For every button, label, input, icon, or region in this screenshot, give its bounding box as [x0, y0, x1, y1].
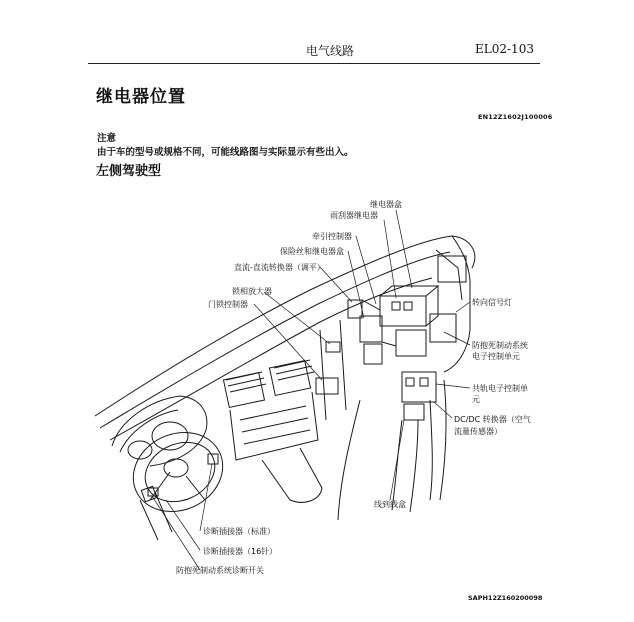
callout-door-lock-controller: 门锁控制器 — [208, 300, 248, 309]
callout-abs-ecu-line2: 电子控制单元 — [472, 352, 520, 361]
callout-dcdc-maf-line2: 流量传感器） — [454, 427, 502, 436]
ecu-box-shape — [402, 372, 436, 402]
callout-fuse-relay-box: 保险丝和继电器盒 — [280, 247, 344, 256]
callout-abs-diag-switch: 防抱死制动系统诊断开关 — [176, 566, 264, 575]
header-section-title: 电气线路 — [306, 44, 355, 58]
callout-common-rail-ecu-line1: 共轨电子控制单 — [472, 384, 528, 393]
note-heading: 注意 — [97, 133, 117, 144]
document-code: EN12Z1602J100006 — [478, 113, 553, 121]
callout-phase-amplifier: 锁相放大器 — [232, 287, 272, 296]
figure-code: SAPH12Z160200098 — [468, 594, 543, 602]
steering-wheel — [120, 418, 235, 526]
callout-abs-ecu-line1: 防抱死制动系统 — [472, 341, 528, 350]
header-page-code: EL02-103 — [475, 42, 534, 56]
callout-turn-signal-lamp: 转向信号灯 — [472, 298, 512, 307]
callout-common-rail-ecu-line2: 元 — [472, 395, 480, 404]
note-text: 由于车的型号或规格不同，可能线路图与实际显示有些出入。 — [97, 147, 354, 158]
relay-box-shape — [380, 296, 426, 326]
callout-relay-box: 继电器盒 — [370, 200, 402, 209]
callout-traction-controller: 牵引控制器 — [312, 232, 352, 241]
dash-top-edge — [100, 252, 450, 428]
callout-wiper-relay: 雨刮器继电器 — [330, 211, 378, 220]
callout-diag-connector-standard: 诊断插接器（标准） — [203, 527, 275, 536]
callout-dcdc-maf-line1: DC/DC 转换器（空气 — [454, 415, 531, 424]
callout-junction-box: 线到线盒 — [374, 500, 406, 509]
callout-diag-connector-16pin: 诊断插接器（16针） — [203, 547, 278, 556]
section-subtitle: 左侧驾驶型 — [96, 164, 162, 179]
callout-dcdc-converter-dimmer: 直流-直流转换器（调平） — [234, 263, 325, 272]
page-title: 继电器位置 — [96, 87, 186, 107]
